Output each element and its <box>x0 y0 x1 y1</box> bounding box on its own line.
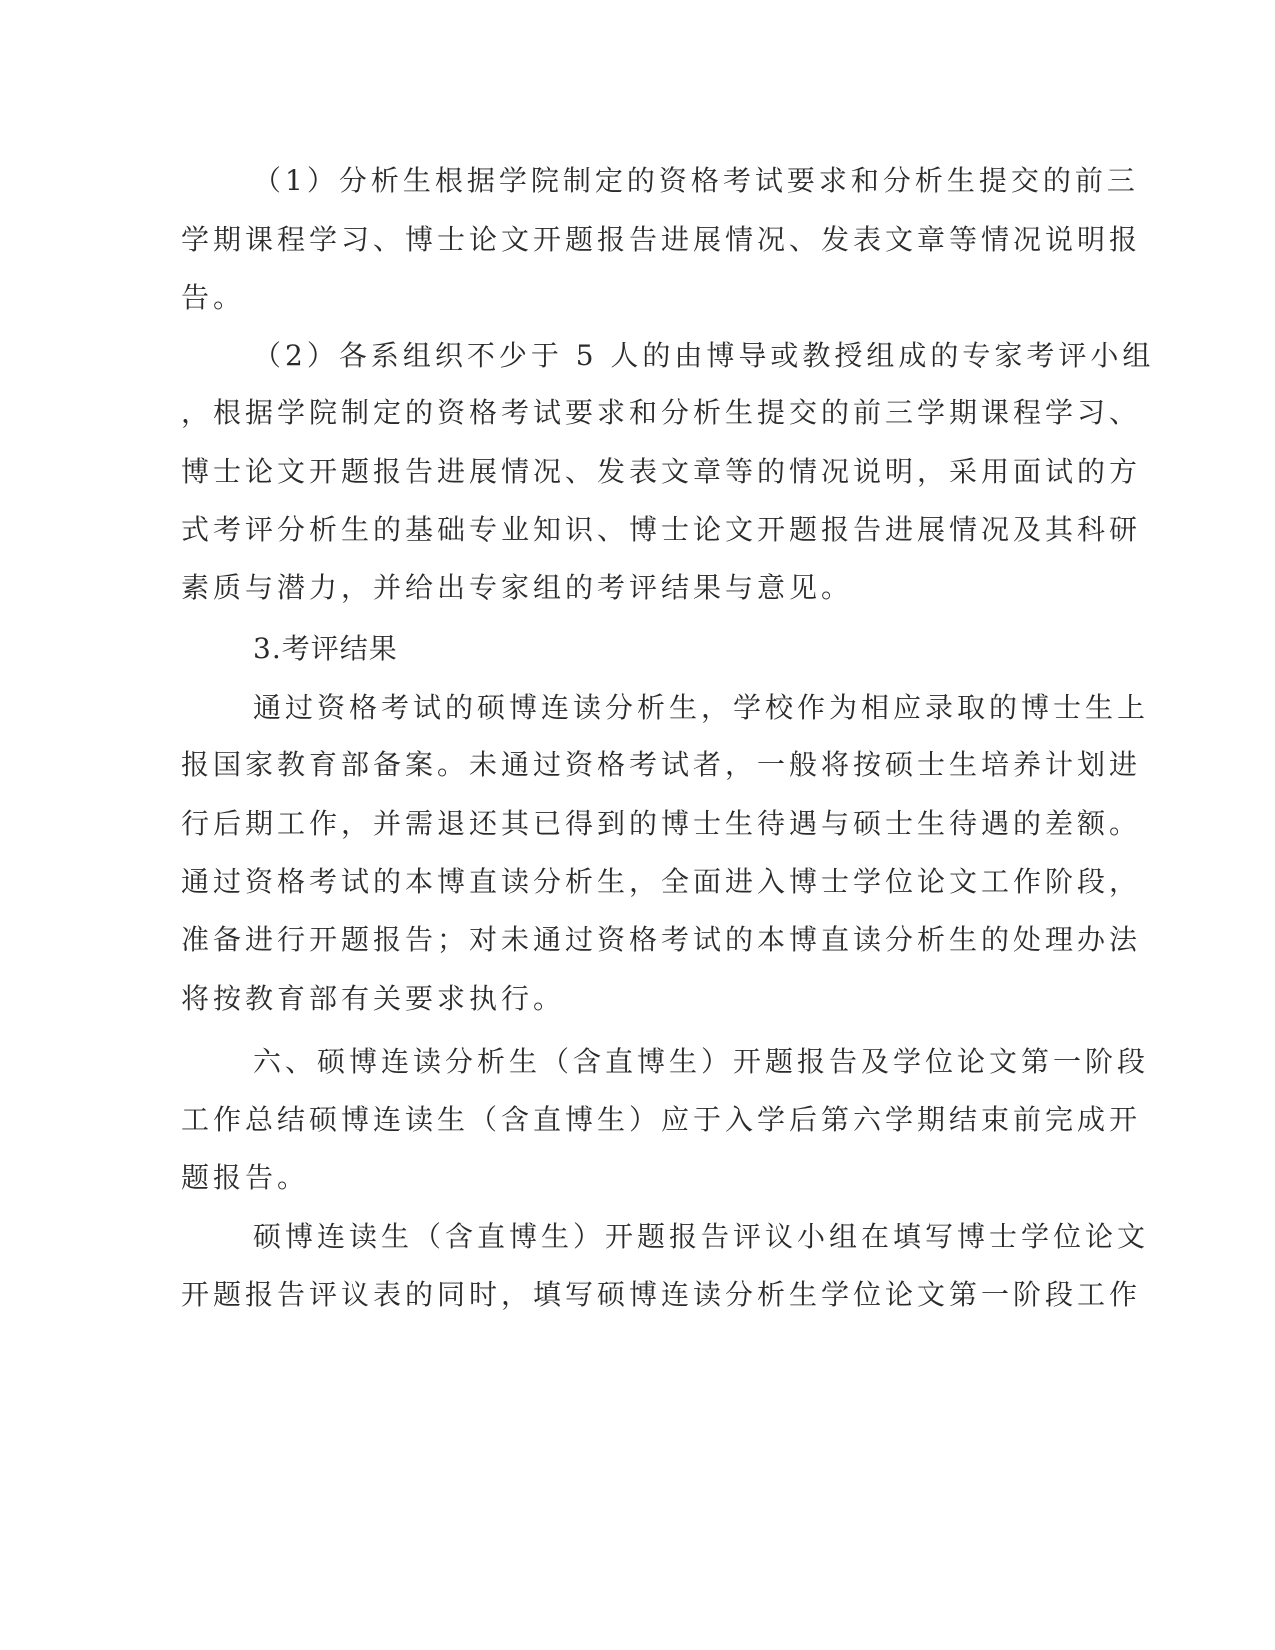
paragraph-3-line-4: 通过资格考试的本博直读分析生，全面进入博士学位论文工作阶段， <box>181 865 1142 898</box>
paragraph-2-line-2: ，根据学院制定的资格考试要求和分析生提交的前三学期课程学习、 <box>181 396 1142 429</box>
paragraph-4-line-1: 六、硕博连读分析生（含直博生）开题报告及学位论文第一阶段 <box>253 1045 1150 1078</box>
paragraph-3-line-1: 通过资格考试的硕博连读分析生，学校作为相应录取的博士生上 <box>253 691 1150 724</box>
paragraph-1-line-3: 告。 <box>181 281 246 314</box>
paragraph-3-line-6: 将按教育部有关要求执行。 <box>181 982 566 1015</box>
paragraph-1-line-2: 学期课程学习、博士论文开题报告进展情况、发表文章等情况说明报 <box>181 223 1142 256</box>
paragraph-2-line-1: （2）各系组织不少于 5 人的由博导或教授组成的专家考评小组 <box>253 339 1155 372</box>
paragraph-4-line-3: 题报告。 <box>181 1161 310 1194</box>
paragraph-4-line-2: 工作总结硕博连读生（含直博生）应于入学后第六学期结束前完成开 <box>181 1103 1142 1136</box>
paragraph-3-line-3: 行后期工作，并需退还其已得到的博士生待遇与硕士生待遇的差额。 <box>181 807 1142 840</box>
paragraph-5-line-1: 硕博连读生（含直博生）开题报告评议小组在填写博士学位论文 <box>253 1220 1150 1253</box>
paragraph-2-line-3: 博士论文开题报告进展情况、发表文章等的情况说明，采用面试的方 <box>181 455 1142 488</box>
section-heading-3: 3.考评结果 <box>253 632 398 665</box>
paragraph-1-line-1: （1）分析生根据学院制定的资格考试要求和分析生提交的前三 <box>253 164 1139 197</box>
paragraph-2-line-5: 素质与潜力，并给出专家组的考评结果与意见。 <box>181 571 854 604</box>
paragraph-3-line-5: 准备进行开题报告；对未通过资格考试的本博直读分析生的处理办法 <box>181 923 1142 956</box>
paragraph-3-line-2: 报国家教育部备案。未通过资格考试者，一般将按硕士生培养计划进 <box>181 748 1142 781</box>
paragraph-5-line-2: 开题报告评议表的同时，填写硕博连读分析生学位论文第一阶段工作 <box>181 1278 1142 1311</box>
paragraph-2-line-4: 式考评分析生的基础专业知识、博士论文开题报告进展情况及其科研 <box>181 513 1142 546</box>
